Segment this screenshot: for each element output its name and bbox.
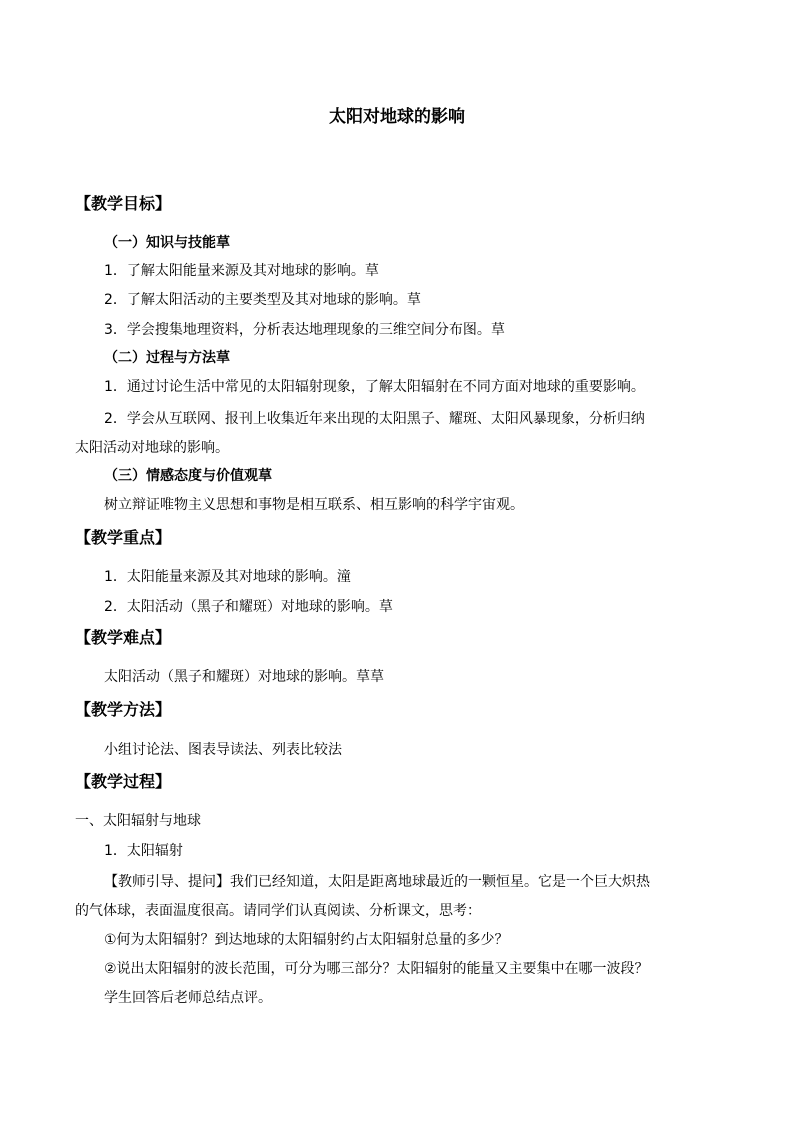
- edit-mark: 䓍: [364, 263, 379, 279]
- knowledge-item-3: [104, 319, 505, 341]
- difficulties-text: [104, 666, 384, 688]
- part1-heading: 一、太阳辐射与地球: [75, 813, 201, 829]
- knowledge-item-2-text: 2．了解太阳活动的主要类型及其对地球的影响。: [104, 292, 407, 308]
- edit-mark: 䓍: [490, 322, 505, 338]
- key-point-1: [104, 566, 351, 588]
- process-heading-text: （二）过程与方法: [104, 350, 216, 366]
- key-points-heading: 【教学重点】: [75, 528, 172, 547]
- edit-mark: 䓍: [258, 468, 272, 484]
- attitude-heading-text: （三）情感态度与价值观: [104, 468, 258, 484]
- methods-text: 小组讨论法、图表导读法、列表比较法: [104, 742, 342, 758]
- sub1-heading: 1．太阳辐射: [104, 843, 183, 859]
- knowledge-item-2: [104, 289, 421, 311]
- attitude-heading: [104, 465, 272, 487]
- knowledge-heading-text: （一）知识与技能: [104, 235, 216, 251]
- edit-mark: 䓍: [216, 235, 230, 251]
- teacher-prompt-line2: 的气体球，表面温度很高。请同学们认真阅读、分析课文，思考：: [75, 903, 481, 919]
- process-heading: [104, 347, 230, 369]
- question-2: ②说出太阳辐射的波长范围，可分为哪三部分？太阳辐射的能量又主要集中在哪一波段？: [104, 961, 649, 977]
- edit-mark: 䓍䓍: [356, 669, 384, 685]
- objectives-heading: 【教学目标】: [75, 194, 172, 213]
- process-item-2: 2．学会从互联网、报刊上收集近年来出现的太阳黑子、耀斑、太阳风暴现象，分析归纳: [104, 411, 645, 427]
- closing-text: 学生回答后老师总结点评。: [104, 990, 272, 1006]
- key-point-2: [104, 596, 393, 618]
- knowledge-item-3-text: 3．学会搜集地理资料，分析表达地理现象的三维空间分布图。: [104, 322, 491, 338]
- knowledge-heading: [104, 232, 230, 254]
- difficulties-text-body: 太阳活动（黑子和耀斑）对地球的影响。: [104, 669, 356, 685]
- question-1: ①何为太阳辐射？到达地球的太阳辐射约占太阳辐射总量的多少？: [104, 932, 509, 948]
- teacher-prompt-line1: 【教师引导、提问】我们已经知道，太阳是距离地球最近的一颗恒星。它是一个巨大炽热: [104, 874, 650, 890]
- process-item-2-cont: 太阳活动对地球的影响。: [75, 440, 229, 456]
- process-item-1: 1．通过讨论生活中常见的太阳辐射现象，了解太阳辐射在不同方面对地球的重要影响。: [104, 379, 645, 395]
- knowledge-item-1: [104, 260, 379, 282]
- edit-mark: 䓍: [216, 350, 230, 366]
- difficulties-heading: 【教学难点】: [75, 628, 172, 647]
- edit-mark: 䓍: [406, 292, 421, 308]
- attitude-text: 树立辩证唯物主义思想和事物是相互联系、相互影响的科学宇宙观。: [104, 497, 524, 513]
- edit-mark: 䓍: [378, 599, 393, 615]
- process-section-heading: 【教学过程】: [75, 772, 172, 791]
- knowledge-item-1-text: 1．了解太阳能量来源及其对地球的影响。: [104, 263, 365, 279]
- methods-heading: 【教学方法】: [75, 700, 172, 719]
- key-point-2-text: 2．太阳活动（黑子和耀斑）对地球的影响。: [104, 599, 379, 615]
- key-point-1-text: 1．太阳能量来源及其对地球的影响。: [104, 569, 337, 585]
- edit-mark: 潼: [336, 569, 351, 585]
- document-title: 太阳对地球的影响: [329, 107, 465, 127]
